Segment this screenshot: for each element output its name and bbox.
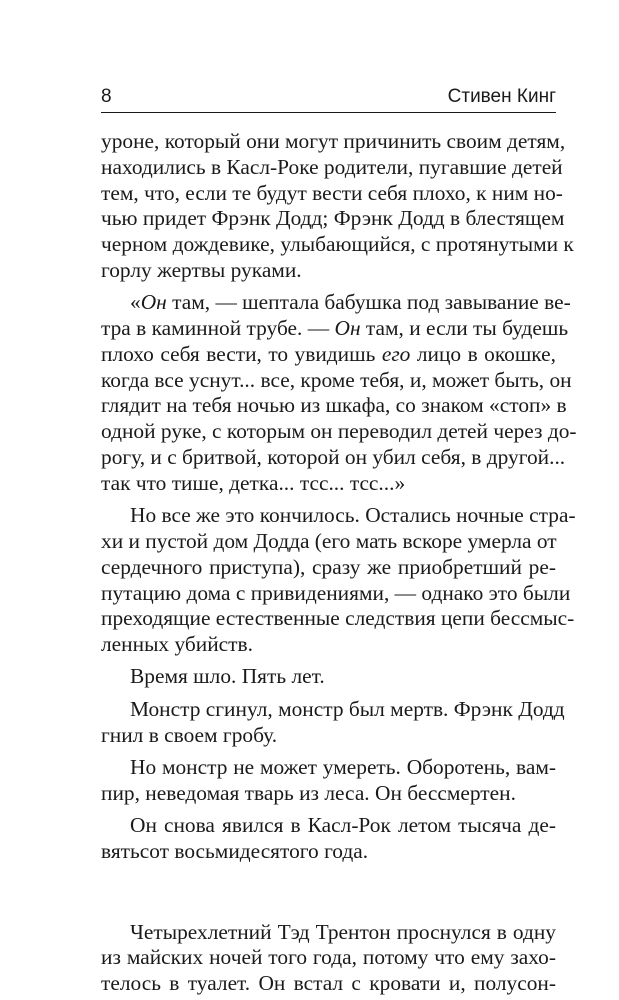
- page-number: 8: [101, 86, 112, 107]
- text-line: «Он там, — шептала бабушка под завывание ве-: [130, 290, 571, 315]
- text-line: Но монстр не может умереть. Оборотень, вам-: [130, 754, 556, 779]
- text-line: тем, что, если те будут вести себя плохо, к ним но-: [101, 180, 563, 205]
- text-line: из майских ночей того года, потому что ему захо-: [101, 945, 556, 970]
- text-line: находились в Касл-Роке родители, пугавшие детей: [101, 154, 563, 179]
- book-page: [101, 0, 577, 1000]
- running-header-author: Стивен Кинг: [447, 86, 556, 107]
- text-line: плохо себя вести, то увидишь его лицо в окошке,: [101, 341, 556, 366]
- section-break: [101, 865, 556, 920]
- running-header: [101, 82, 556, 113]
- text-line: Четырехлетний Тэд Трентон проснулся в одну: [130, 919, 556, 944]
- text-line: рогу, и с бритвой, которой он убил себя, в другой...: [101, 445, 566, 470]
- text-line: когда все уснут... все, кроме тебя, и, может быть, он: [101, 367, 572, 392]
- text-line: Он снова явился в Касл-Рок летом тысяча де-: [130, 812, 556, 837]
- paragraph: [101, 664, 556, 690]
- text-line: так что тише, детка... тсс... тсс...»: [101, 470, 406, 495]
- paragraph: [101, 503, 576, 658]
- text-line: пир, неведомая тварь из леса. Он бессмертен.: [101, 780, 516, 805]
- text-line: одной руке, с которым он переводил детей через до-: [101, 419, 577, 444]
- text-line: Время шло. Пять лет.: [130, 664, 325, 689]
- paragraph: [101, 290, 577, 496]
- paragraph: [101, 813, 556, 865]
- paragraph: [101, 755, 556, 807]
- text-line: тра в каминной трубе. — Он там, и если ты будешь: [101, 316, 569, 341]
- text-line: сердечного приступа), сразу же приобретший ре-: [101, 554, 556, 579]
- text-line: хи и пустой дом Додда (его мать вскоре умерла от: [101, 528, 557, 553]
- text-line: ленных убийств.: [101, 632, 253, 657]
- text-line: черном дождевике, улыбающийся, с протянутыми к: [101, 232, 574, 257]
- body-text: [101, 129, 577, 997]
- text-line: Но все же это кончилось. Остались ночные стра-: [130, 503, 576, 528]
- text-line: глядит на тебя ночью из шкафа, со знаком «стоп» в: [101, 393, 567, 418]
- paragraph: [101, 920, 556, 997]
- text-line: уроне, который они могут причинить своим детям,: [101, 129, 566, 153]
- text-line: телось в туалет. Он встал с кровати и, полусон-: [101, 971, 556, 996]
- text-line: вятьсот восьмидесятого года.: [101, 838, 369, 863]
- text-line: преходящие естественные следствия цепи бессмыс-: [101, 606, 575, 631]
- text-line: горлу жертвы руками.: [101, 257, 302, 282]
- text-line: путацию дома с привидениями, — однако это были: [101, 580, 571, 605]
- paragraph: [101, 696, 565, 749]
- text-line: чью придет Фрэнк Додд; Фрэнк Додд в блестящем: [101, 206, 565, 231]
- paragraph: [101, 129, 574, 284]
- text-line: гнил в своем гробу.: [101, 722, 278, 747]
- text-line: Монстр сгинул, монстр был мертв. Фрэнк Додд: [130, 696, 565, 721]
